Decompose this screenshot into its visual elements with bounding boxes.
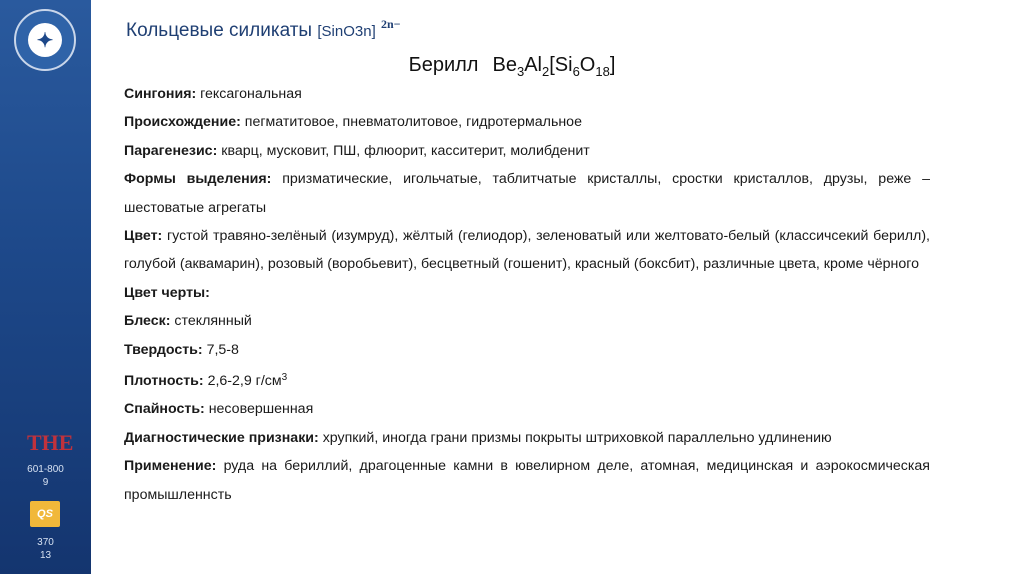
properties-list — [124, 80, 930, 509]
prop-forms: Формы выделения: призматические, игольчатые, таблитчатые кристаллы, сростки кристаллов, друзы, реже – шестоватые агрегаты — [124, 171, 930, 216]
title-formula: [SinO3n] — [317, 23, 376, 40]
dragon-icon: ✦ — [36, 30, 54, 52]
prop-luster: Блеск: стеклянный — [124, 313, 252, 330]
mineral-name: Берилл — [408, 54, 479, 76]
title-text: Кольцевые силикаты — [126, 20, 318, 41]
prop-origin: Происхождение: пегматитовое, пневматолитовое, гидротермальное — [124, 114, 582, 131]
qs-rank-position: 13 — [39, 550, 52, 561]
prop-paragenesis: Парагенезис: кварц, мусковит, ПШ, флюорит, касситерит, молибденит — [124, 142, 590, 159]
qs-rank-range: 370 — [37, 537, 54, 548]
prop-color: Цвет: густой травяно-зелёный (изумруд), жёлтый (гелиодор), зеленоватый или желтовато-белый (классичсекий берилл), голубой (аквамарин), розовый (воробьевит), бесцветный (гошенит), красный (боксбит), различные цвета, кроме чёрного — [124, 228, 930, 273]
prop-density: Плотность: 2,6-2,9 $г/см^3$ — [124, 372, 288, 390]
mineral-formula: $Be_3Al_2[Si_6O_{18}]$ — [492, 54, 616, 79]
qs-ranking-logo: QS — [30, 501, 60, 527]
prop-diagnostic: Диагностические признаки: хрупкий, иногда грани призмы покрыты штриховкой параллельно удлинению — [124, 429, 832, 446]
prop-streak: Цвет черты: — [124, 284, 210, 301]
title-charge: 2n− — [381, 17, 401, 31]
the-rank-range: 601-800 — [27, 464, 64, 475]
prop-hardness: Твердость: 7,5-8 — [124, 341, 239, 358]
mineral-heading — [0, 54, 1024, 79]
slide-title — [126, 17, 401, 42]
the-ranking-logo: THE — [27, 430, 74, 455]
prop-application: Применение: руда на бериллий, драгоценные камни в ювелирном деле, атомная, медицинская и аэрокосмическая промышленнсть — [124, 458, 930, 503]
prop-singonia: Сингония: гексагональная — [124, 86, 302, 102]
logo-emblem — [28, 23, 62, 57]
the-rank-position: 9 — [42, 477, 49, 488]
sidebar — [0, 0, 91, 574]
prop-cleavage: Спайность: несовершенная — [124, 401, 314, 418]
